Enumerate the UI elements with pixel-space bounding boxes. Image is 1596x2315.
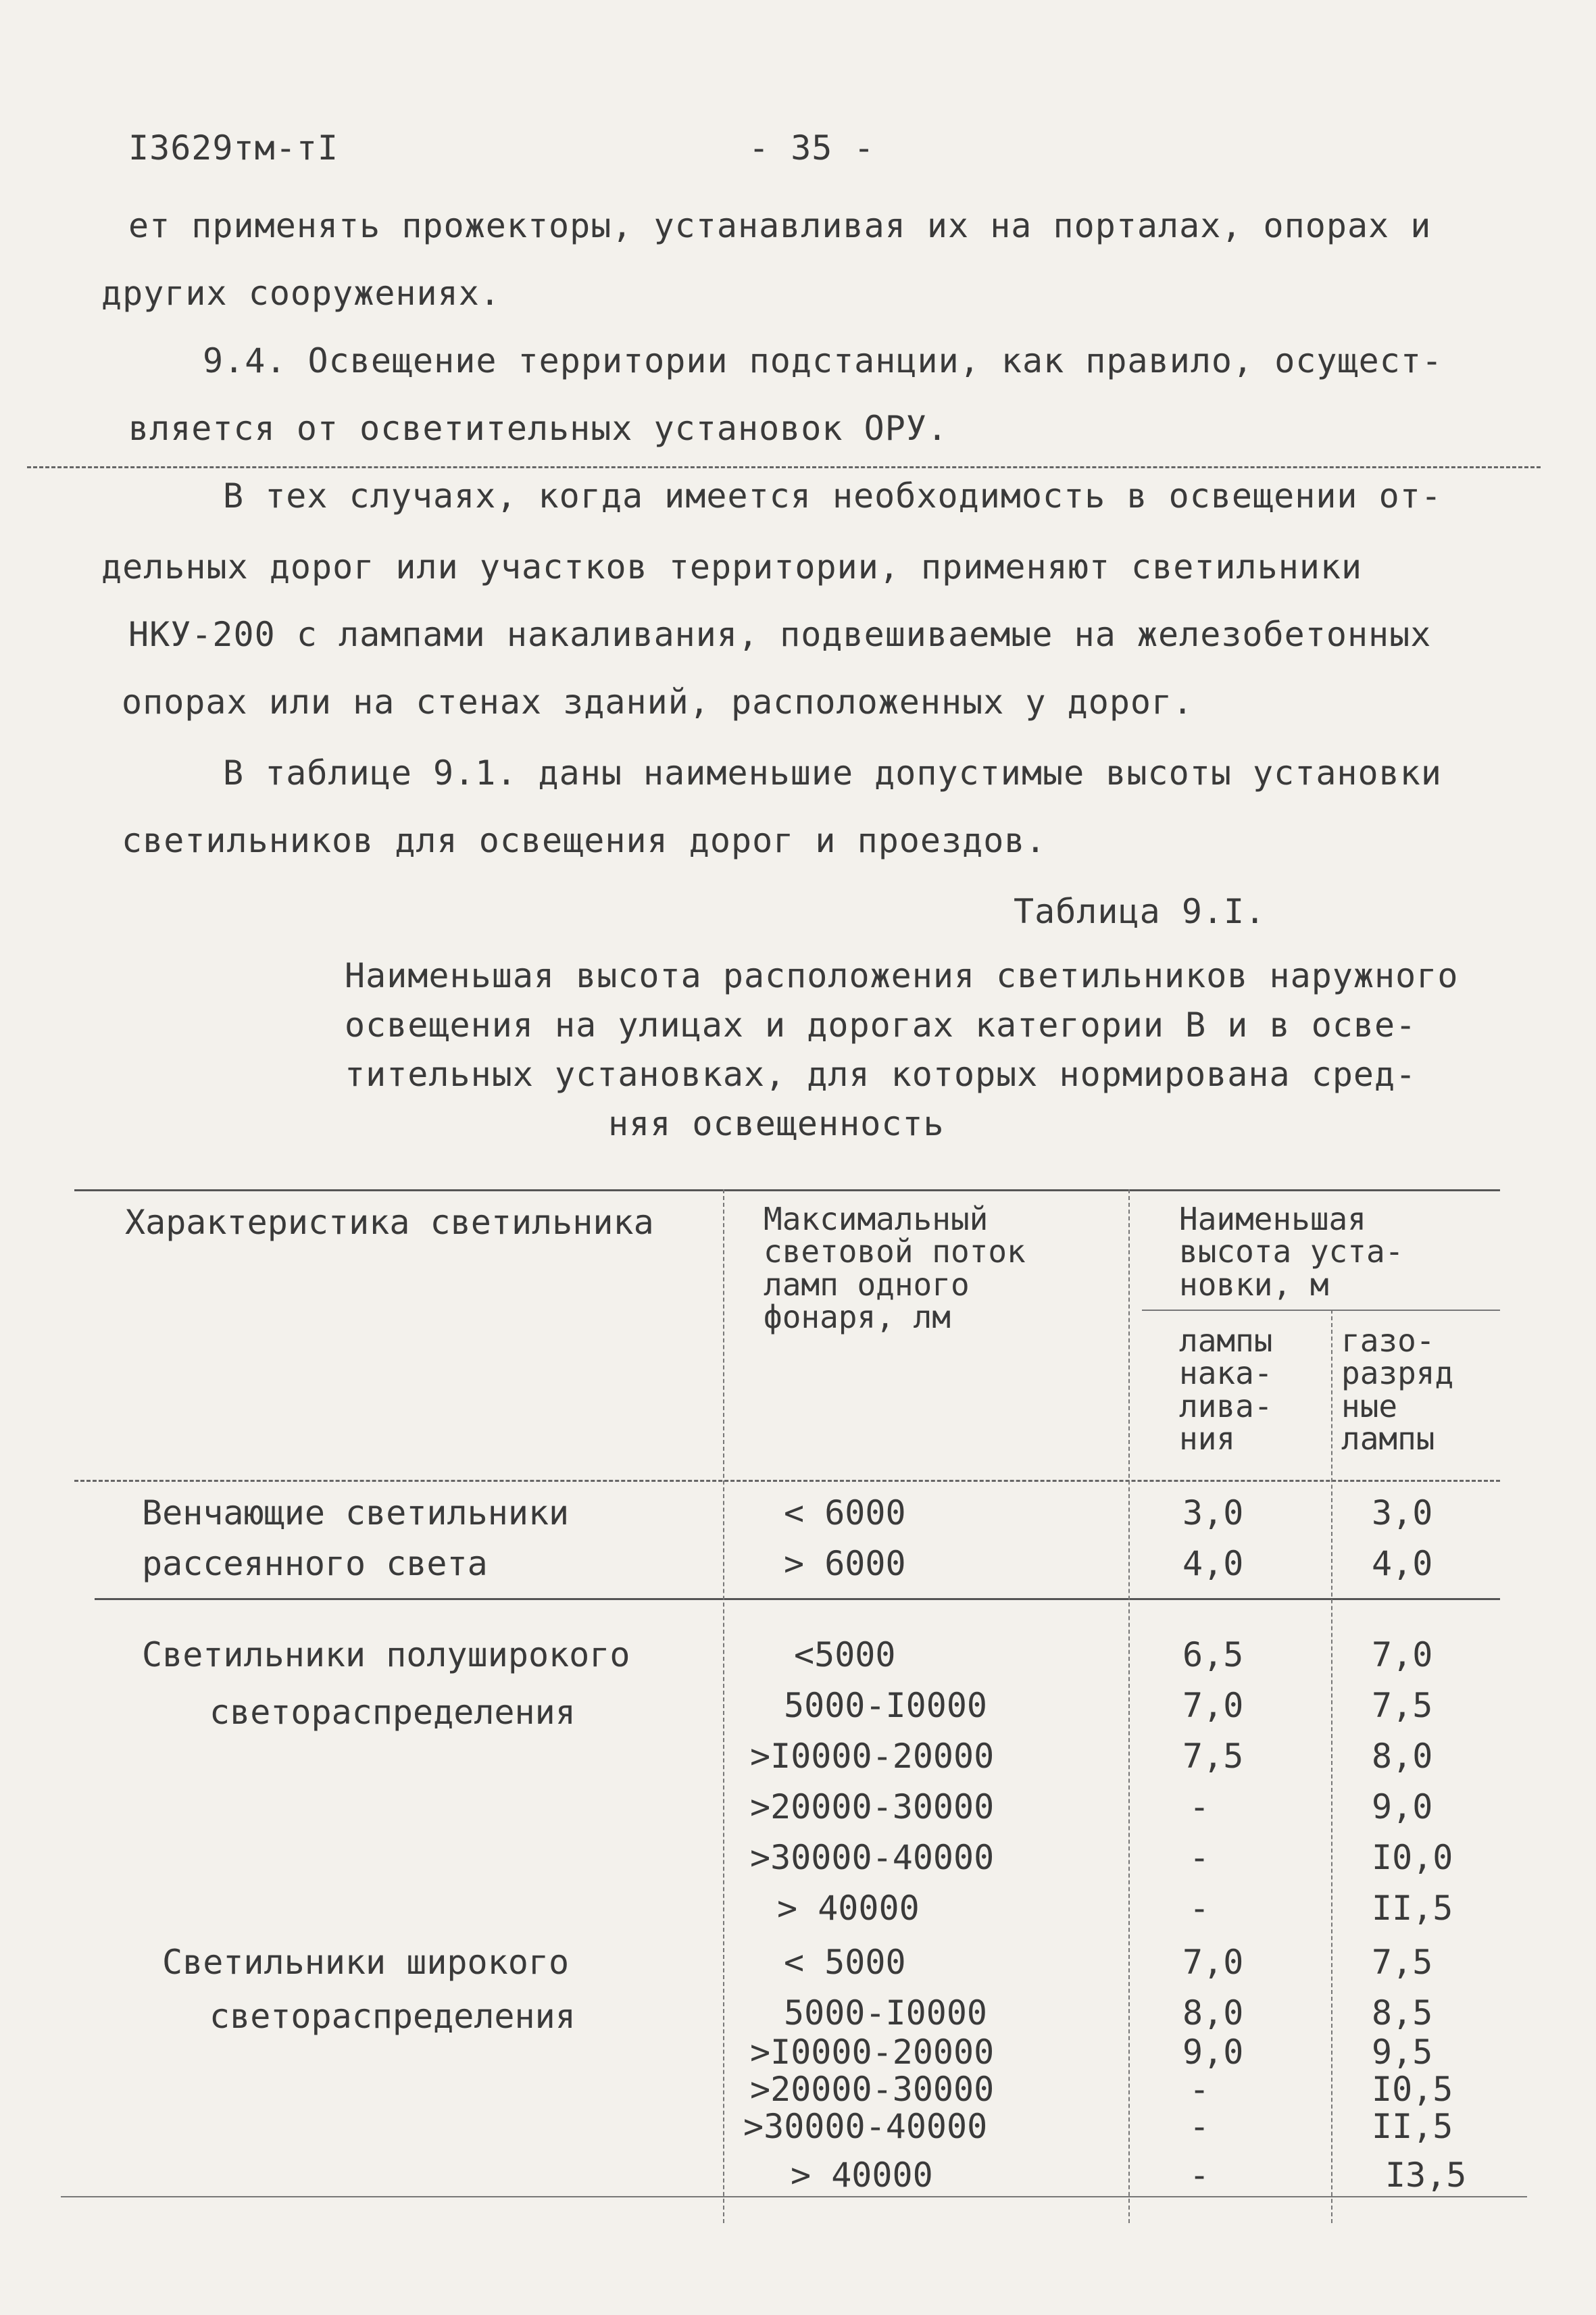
group-name-line: светораспределения: [209, 1693, 576, 1732]
gas-discharge-cell: 7,5: [1372, 1686, 1433, 1725]
flux-cell: >20000-30000: [750, 2070, 995, 2109]
table-caption-line: Наименьшая высота расположения светильников наружного: [345, 956, 1459, 995]
incandescent-cell: 8,0: [1182, 1993, 1244, 2033]
paragraph-line: светильников для освещения дорог и проездов.: [122, 821, 1047, 860]
gas-discharge-cell: 9,0: [1372, 1787, 1433, 1826]
incandescent-cell: 9,0: [1182, 2033, 1244, 2072]
gas-discharge-cell: 4,0: [1372, 1544, 1433, 1583]
paragraph-line: опорах или на стенах зданий, расположенных у дорог.: [122, 682, 1194, 722]
table-bottom-border: [61, 2196, 1527, 2197]
paragraph-line: В тех случаях, когда имеется необходимость в освещении от-: [223, 476, 1442, 516]
flux-cell: < 5000: [784, 1943, 906, 1982]
gas-discharge-cell: I0,0: [1372, 1838, 1453, 1877]
flux-cell: >I0000-20000: [750, 2033, 995, 2072]
subheader-border: [1142, 1310, 1500, 1311]
incandescent-cell: -: [1189, 1889, 1210, 1928]
group-name-line: рассеянного света: [142, 1544, 488, 1583]
paragraph-line: НКУ-200 с лампами накаливания, подвешиваемые на железобетонных: [128, 615, 1432, 654]
table-top-border: [74, 1189, 1500, 1191]
column-header-min-height: Наименьшая высота уста- новки, м: [1179, 1201, 1404, 1303]
page-number: - 35 -: [749, 128, 875, 168]
incandescent-cell: -: [1189, 2107, 1210, 2146]
table-caption-line: няя освещенность: [608, 1104, 945, 1143]
column-header-gas-discharge: газо- разряд ные лампы: [1341, 1322, 1454, 1457]
incandescent-cell: -: [1189, 2156, 1210, 2195]
gas-discharge-cell: I3,5: [1385, 2156, 1467, 2195]
gas-discharge-cell: II,5: [1372, 1889, 1453, 1928]
paragraph-line: 9.4. Освещение территории подстанции, как правило, осущест-: [203, 341, 1443, 380]
incandescent-cell: 7,5: [1182, 1737, 1244, 1776]
table-label: Таблица 9.I.: [1014, 892, 1266, 931]
column-header-flux: Максимальный световой поток ламп одного фонаря, лм: [764, 1201, 1026, 1335]
header-bottom-border: [74, 1480, 1500, 1482]
column-header-incandescent: лампы нака- лива- ния: [1179, 1322, 1273, 1457]
gas-discharge-cell: 3,0: [1372, 1493, 1433, 1533]
flux-cell: 5000-I0000: [784, 1993, 988, 2033]
fold-divider: [27, 466, 1541, 468]
incandescent-cell: 6,5: [1182, 1635, 1244, 1674]
incandescent-cell: 7,0: [1182, 1943, 1244, 1982]
flux-cell: >30000-40000: [743, 2107, 988, 2146]
flux-cell: <5000: [794, 1635, 896, 1674]
gas-discharge-cell: II,5: [1372, 2107, 1453, 2146]
gas-discharge-cell: 7,5: [1372, 1943, 1433, 1982]
column-divider: [1128, 1189, 1130, 2223]
incandescent-cell: -: [1189, 1838, 1210, 1877]
flux-cell: > 6000: [784, 1544, 906, 1583]
flux-cell: >I0000-20000: [750, 1737, 995, 1776]
gas-discharge-cell: 8,5: [1372, 1993, 1433, 2033]
flux-cell: < 6000: [784, 1493, 906, 1533]
incandescent-cell: -: [1189, 1787, 1210, 1826]
flux-cell: > 40000: [791, 2156, 933, 2195]
group-name-line: Светильники широкого: [162, 1943, 570, 1982]
column-divider: [723, 1189, 724, 2223]
document-number: I3629тм-тI: [128, 128, 339, 168]
flux-cell: > 40000: [777, 1889, 920, 1928]
group-name-line: светораспределения: [209, 1997, 576, 2036]
table-caption-line: освещения на улицах и дорогах категории В и в осве-: [345, 1005, 1417, 1045]
column-header-characteristic: Характеристика светильника: [125, 1203, 654, 1242]
paragraph-line: В таблице 9.1. даны наименьшие допустимые высоты установки: [223, 753, 1442, 793]
flux-cell: 5000-I0000: [784, 1686, 988, 1725]
group-divider: [95, 1598, 1500, 1600]
gas-discharge-cell: I0,5: [1372, 2070, 1453, 2109]
flux-cell: >20000-30000: [750, 1787, 995, 1826]
flux-cell: >30000-40000: [750, 1838, 995, 1877]
group-name-line: Венчающие светильники: [142, 1493, 570, 1533]
paragraph-line: вляется от осветительных установок ОРУ.: [128, 409, 948, 448]
gas-discharge-cell: 9,5: [1372, 2033, 1433, 2072]
gas-discharge-cell: 7,0: [1372, 1635, 1433, 1674]
incandescent-cell: 4,0: [1182, 1544, 1244, 1583]
paragraph-line: дельных дорог или участков территории, применяют светильники: [101, 547, 1363, 587]
table-caption-line: тительных установках, для которых нормирована сред-: [345, 1055, 1417, 1094]
paragraph-line: ет применять прожекторы, устанавливая их на порталах, опорах и: [128, 206, 1432, 245]
group-name-line: Светильники полуширокого: [142, 1635, 630, 1674]
incandescent-cell: 3,0: [1182, 1493, 1244, 1533]
incandescent-cell: -: [1189, 2070, 1210, 2109]
column-divider: [1331, 1310, 1332, 2223]
gas-discharge-cell: 8,0: [1372, 1737, 1433, 1776]
paragraph-line: других сооружениях.: [101, 274, 501, 313]
incandescent-cell: 7,0: [1182, 1686, 1244, 1725]
